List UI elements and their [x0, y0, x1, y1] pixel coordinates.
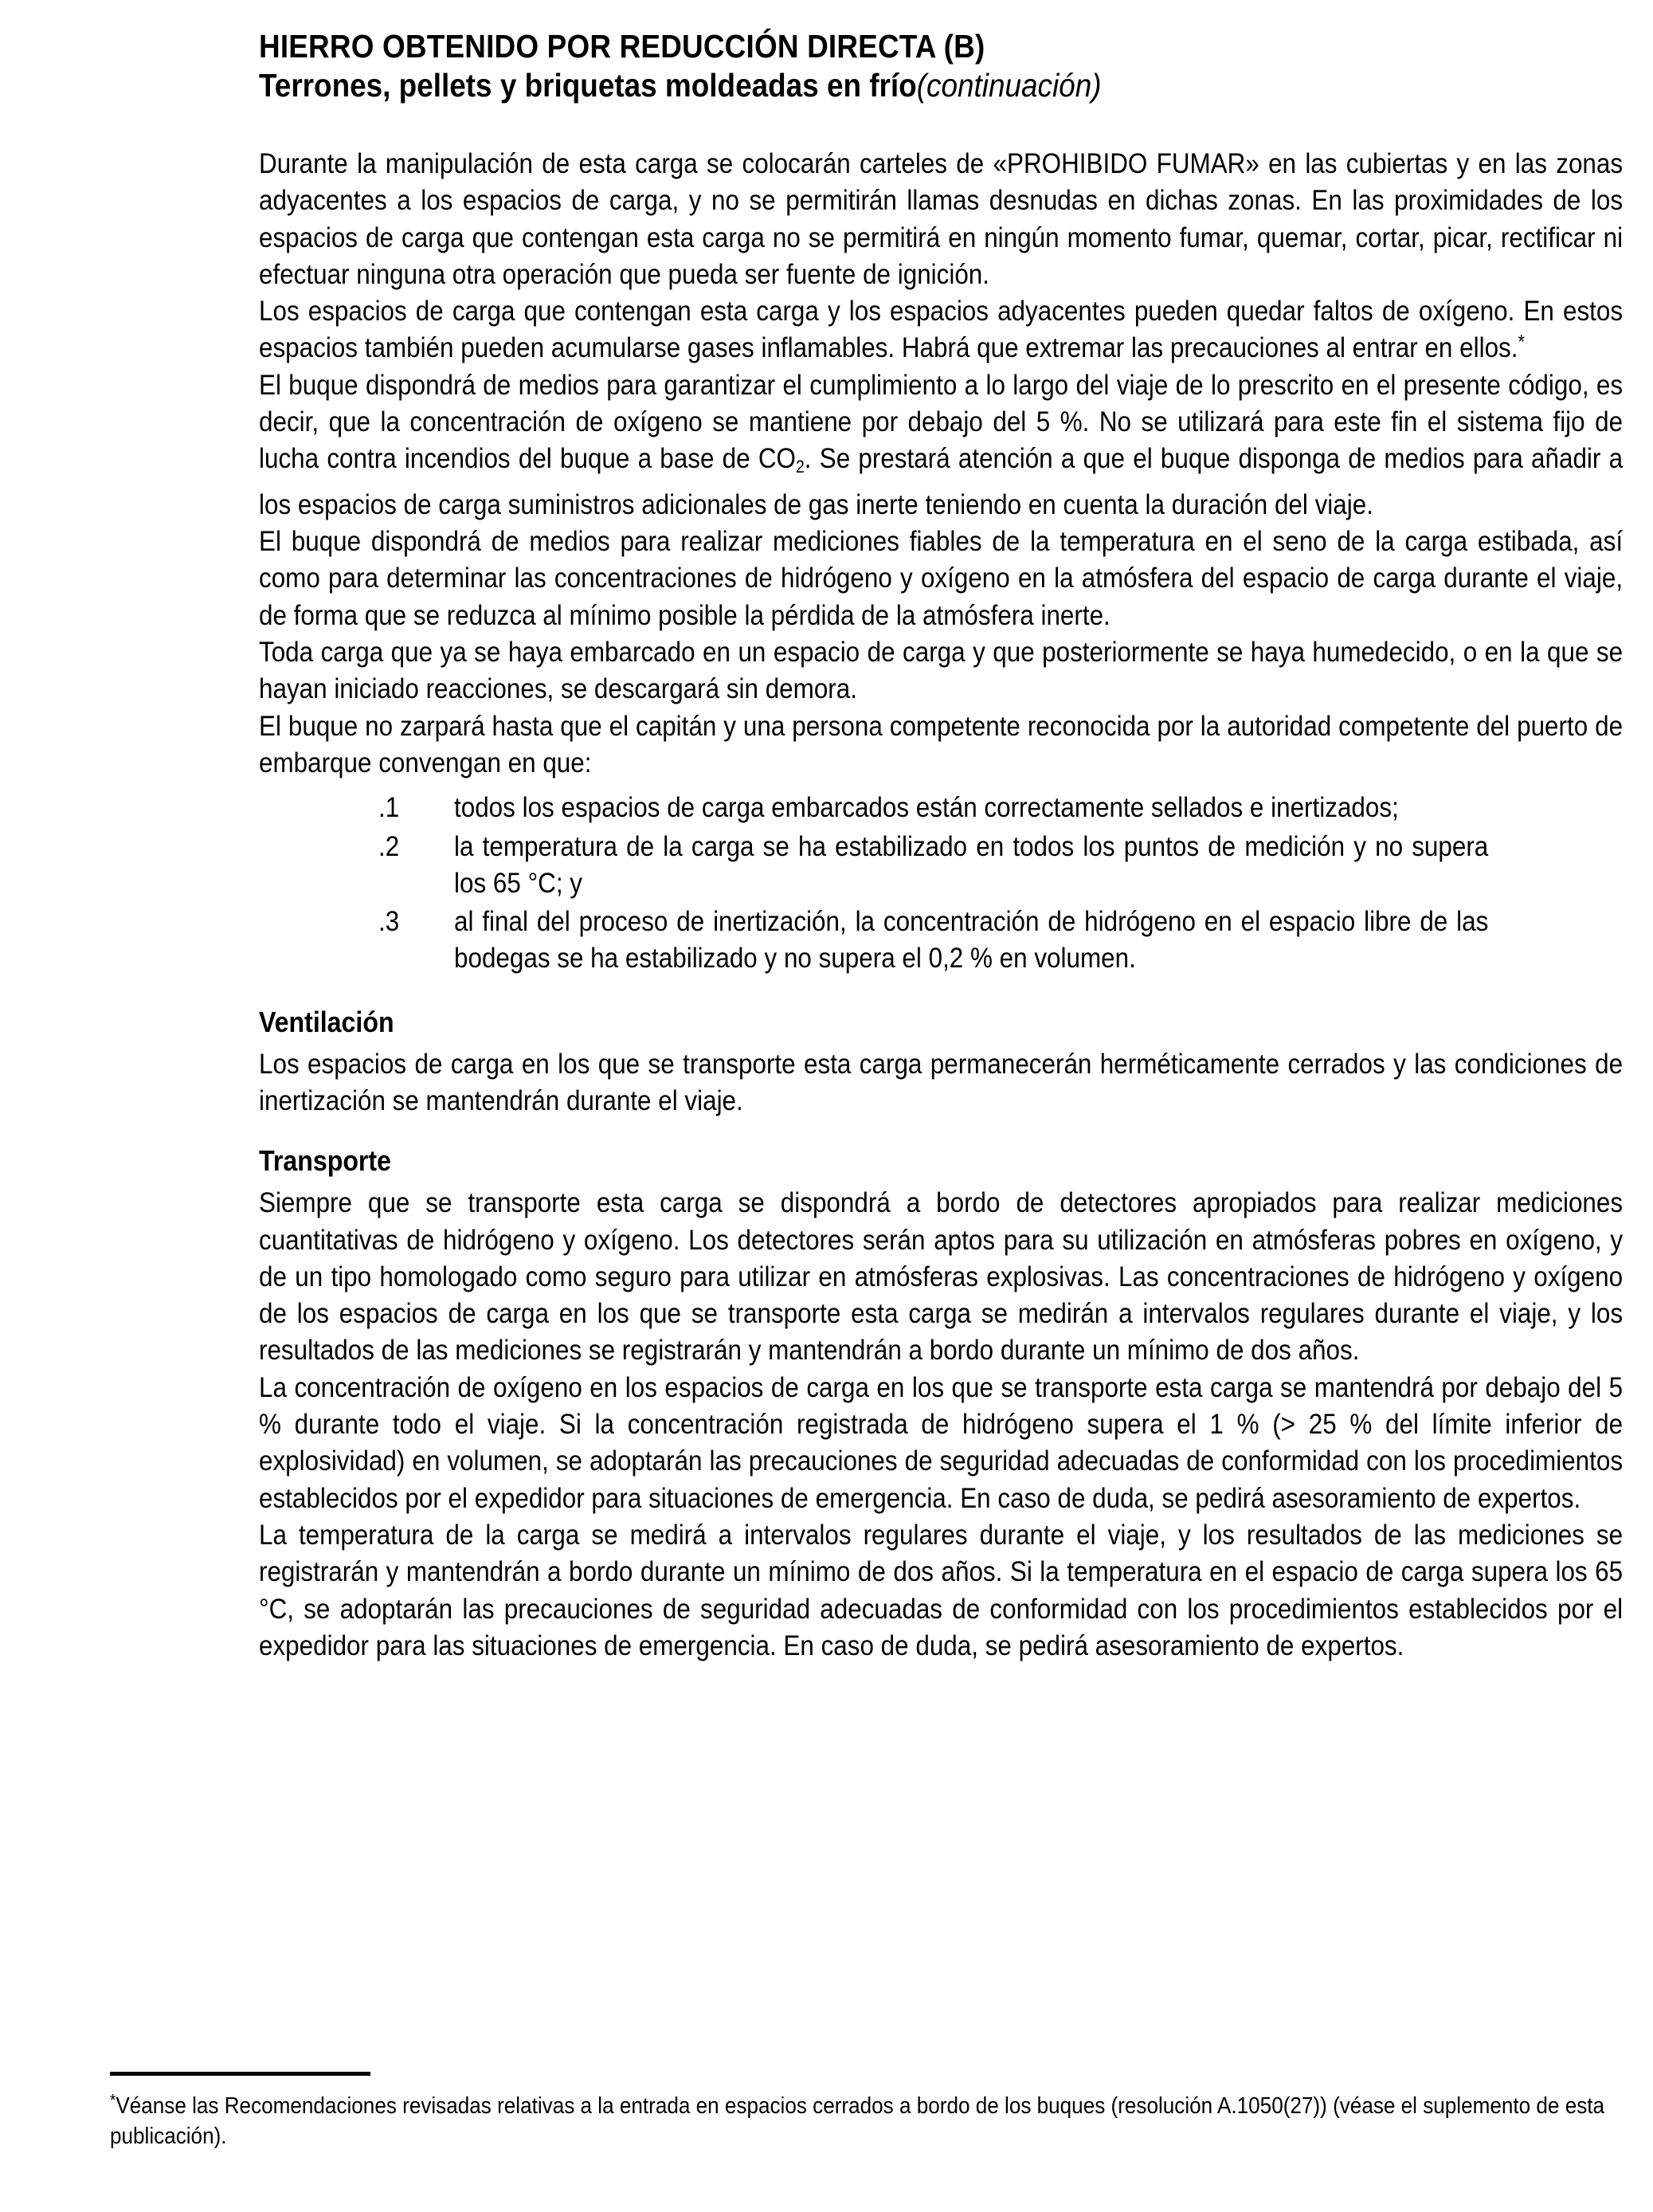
paragraph-temperature-measurement: El buque dispondrá de medios para realizar mediciones fiables de la temperatura en el seno de la carga estibada, así como para determinar las concentraciones de hidrógeno y oxígeno en la atmósfera del espacio de carga durante el viaje, de forma que se reduzca al mínimo posible la pérdida de la atmósfera inerte. [259, 525, 1624, 631]
page-subtitle-bold: Terrones, pellets y briquetas moldeadas en frío [259, 67, 917, 104]
paragraph-oxygen-deficiency [259, 292, 1623, 367]
paragraph-no-smoking: Durante la manipulación de esta carga se colocarán carteles de «PROHIBIDO FUMAR» en las cubiertas y en las zonas adyacentes a los espacios de carga, y no se permitirán llamas desnudas en dichas zonas. En las proximidades de los espacios de carga que contengan esta carga no se permitirá en ningún momento fumar, quemar, cortar, picar, rectificar ni efectuar ninguna otra operación que pueda ser fuente de ignición. [259, 147, 1624, 290]
section-heading-ventilacion: Ventilación [259, 1005, 394, 1038]
list-item [259, 903, 1623, 977]
paragraph-ventilation: Los espacios de carga en los que se transporte esta carga permanecerán herméticamente cerrados y las condiciones de inertización se mantendrán durante el viaje. [259, 1047, 1624, 1116]
footnote-reference-marker: * [1518, 332, 1526, 355]
paragraph-inert-atmosphere-part1: El buque dispondrá de medios para garantizar el cumplimiento a lo largo del viaje de lo prescrito en el presente código, es decir, que la concentración de oxígeno se mantiene por debajo del 5 %. No se utilizará para este fin el sistema fijo de lucha contra incendios del buque a base de CO [259, 368, 1624, 475]
page-subtitle-continuation: (continuación) [916, 67, 1102, 104]
departure-conditions-list [259, 789, 1623, 976]
list-item [259, 828, 1623, 902]
paragraph-transport-temperature-limit: La temperatura de la carga se medirá a intervalos regulares durante el viaje, y los resultados de las mediciones se registrarán y mantendrán a bordo durante un mínimo de dos años. Si la temperatura en el espacio de carga supera los 65 °C, se adoptarán las precauciones de seguridad adecuadas de conformidad con los procedimientos establecidos por el expedidor para las situaciones de emergencia. En caso de duda, se pedirá asesoramiento de expertos. [259, 1518, 1624, 1661]
list-item-number: .1 [378, 791, 400, 824]
co2-subscript: 2 [795, 457, 805, 477]
body-text-column [259, 145, 1623, 1664]
list-item-text: al final del proceso de inertización, la concentración de hidrógeno en el espacio libre de las bodegas se ha estabilizado y no supera el 0,2 % en volumen. [454, 905, 1489, 975]
list-item-text: todos los espacios de carga embarcados están correctamente sellados e inertizados; [454, 791, 1399, 824]
list-item [259, 789, 1623, 826]
footnote-text-line [110, 2091, 1628, 2151]
page-title: HIERRO OBTENIDO POR REDUCCIÓN DIRECTA (B) [259, 28, 985, 65]
paragraph-oxygen-deficiency-text: Los espacios de carga que contengan esta carga y los espacios adyacentes pueden quedar faltos de oxígeno. En estos espacios también pueden acumularse gases inflamables. Habrá que extremar las precauciones al entrar en ellos. [259, 295, 1624, 364]
paragraph-wet-cargo-discharge: Toda carga que ya se haya embarcado en un espacio de carga y que posteriormente se haya humedecido, o en la que se hayan iniciado reacciones, se descargará sin demora. [259, 636, 1624, 705]
paragraph-transport-detectors: Siempre que se transporte esta carga se dispondrá a bordo de detectores apropiados para realizar mediciones cuantitativas de hidrógeno y oxígeno. Los detectores serán aptos para su utilización en atmósferas pobres en oxígeno, y de un tipo homologado como seguro para utilizar en atmósferas explosivas. Las concentraciones de hidrógeno y oxígeno de los espacios de carga en los que se transporte esta carga se medirán a intervalos regulares durante el viaje, y los resultados de las mediciones se registrarán y mantendrán a bordo durante un mínimo de dos años. [259, 1186, 1624, 1367]
footnote-separator-rule [110, 2072, 370, 2076]
footnote-marker: * [110, 2091, 116, 2110]
paragraph-transport-oxygen-limit: La concentración de oxígeno en los espacios de carga en los que se transporte esta carga se mantendrá por debajo del 5 % durante todo el viaje. Si la concentración registrada de hidrógeno supera el 1 % (> 25 % del límite inferior de explosividad) en volumen, se adoptarán las precauciones de seguridad adecuadas de conformidad con los procedimientos establecidos por el expedidor para situaciones de emergencia. En caso de duda, se pedirá asesoramiento de expertos. [259, 1371, 1624, 1514]
page-header [259, 27, 1625, 105]
list-item-number: .2 [378, 830, 400, 862]
paragraph-departure-conditions: El buque no zarpará hasta que el capitán y una persona competente reconocida por la autoridad competente del puerto de embarque convengan en que: [259, 709, 1624, 779]
list-item-text: la temperatura de la carga se ha estabilizado en todos los puntos de medición y no supera los 65 °C; y [454, 830, 1489, 899]
paragraph-inert-atmosphere [259, 367, 1623, 523]
footnote-block [110, 2091, 1628, 2151]
paragraph-inert-atmosphere-part2: . Se prestará atención a que el buque disponga de medios para añadir a los espacios de carga suministros adicionales de gas inerte teniendo en cuenta la duración del viaje. [259, 442, 1624, 520]
section-heading-transporte: Transporte [259, 1144, 392, 1178]
list-item-number: .3 [378, 905, 400, 938]
footnote-body-text: Véanse las Recomendaciones revisadas relativas a la entrada en espacios cerrados a bordo de los buques (resolución A.1050(27)) (véase el suplemento de esta publicación). [110, 2093, 1605, 2149]
page-subtitle [259, 65, 1489, 105]
